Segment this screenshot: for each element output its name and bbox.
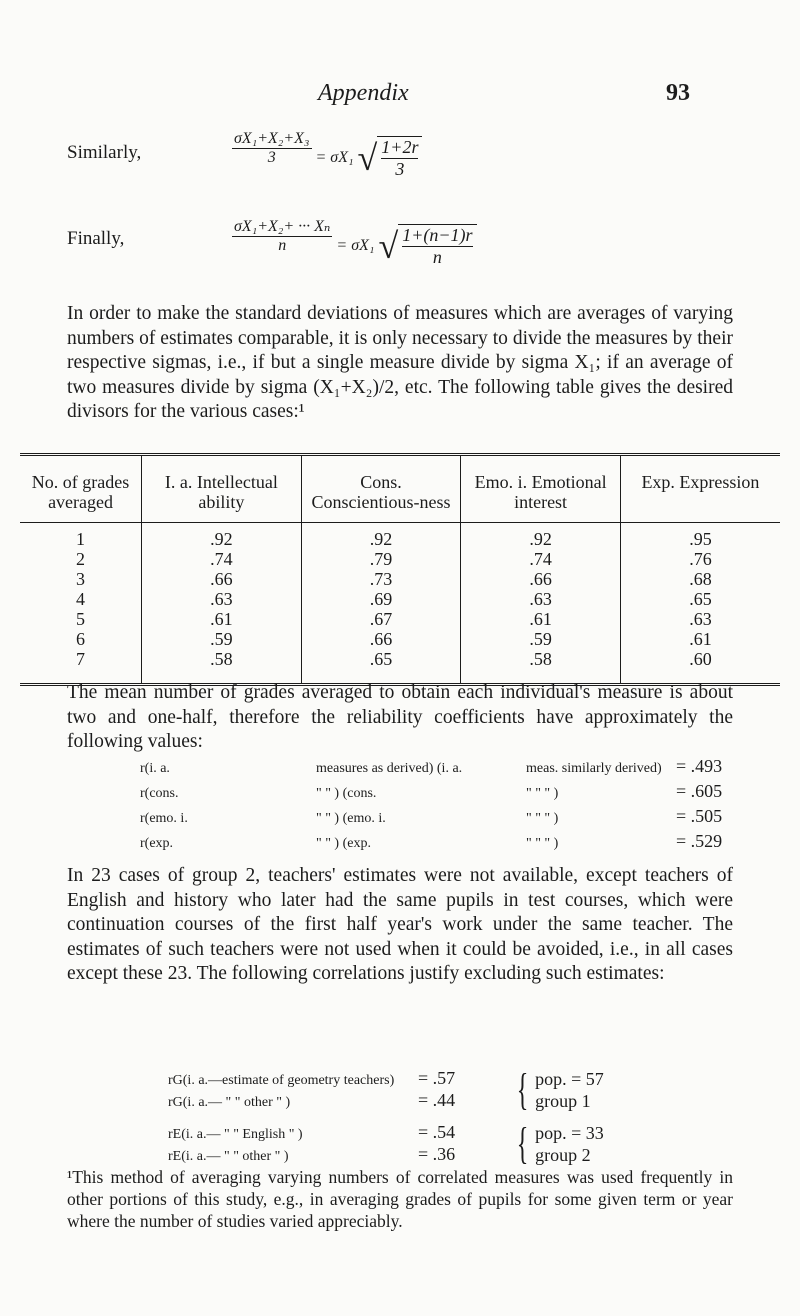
correlation-group-2 bbox=[168, 1119, 728, 1168]
col-header-cons: Cons. Conscientious-ness bbox=[301, 455, 461, 523]
finally-rhs: = σX₁ bbox=[336, 237, 375, 254]
page-number: 93 bbox=[666, 80, 690, 106]
brace-icon: { bbox=[516, 1065, 529, 1114]
list-item: r(cons. " " ) (cons. " " " ) = .605 bbox=[140, 781, 723, 801]
footnote: ¹This method of averaging varying numbers of correlated measures was used frequently in other portions of this study, e.g., in averaging grades of pupils for some given term or year where the number of studies varied appreciably. bbox=[67, 1167, 733, 1231]
group-pop: pop. = 57 bbox=[535, 1069, 604, 1089]
reliability-list bbox=[140, 756, 740, 856]
intro-paragraph: In order to make the standard deviations of measures which are averages of varying numbers of estimates comparable, it is only necessary to divide the measures by their respective sigmas, i.e., if but a single measure divide by sigma X₁; if an average of two measures divide by sigma (X₁+X₂)/2, etc. The following table gives the desired divisors for the various cases:¹ bbox=[67, 303, 733, 422]
running-head bbox=[0, 80, 800, 116]
group-pop: pop. = 33 bbox=[535, 1123, 604, 1143]
exclusion-paragraph: In 23 cases of group 2, teachers' estimates were not available, except teachers of English and history who later had the same pupils in test courses, which were continuation courses of the first half year's work under the same teacher. The estimates of such teachers were not used when it could be avoided, i.e., in all cases except these 23. The following correlations justify excluding such estimates: bbox=[67, 865, 733, 984]
table-row: 2 .74 .79 .74 .76 bbox=[20, 549, 780, 569]
correlation-group-1 bbox=[168, 1065, 728, 1114]
col-header-exp: Exp. Expression bbox=[620, 455, 780, 523]
group-label: group 2 bbox=[535, 1145, 591, 1165]
col-header-ia: I. a. Intellectual ability bbox=[142, 455, 302, 523]
table-row: 7 .58 .65 .58 .60 bbox=[20, 649, 780, 685]
list-item: rG(i. a.—estimate of geometry teachers) = .57 bbox=[168, 1068, 456, 1088]
correlations bbox=[168, 1065, 728, 1176]
col-header-emo: Emo. i. Emotional interest bbox=[461, 455, 621, 523]
running-title: Appendix bbox=[318, 80, 409, 106]
finally-label: Finally, bbox=[67, 228, 125, 249]
list-item: r(emo. i. " " ) (emo. i. " " " ) = .505 bbox=[140, 806, 723, 826]
similarly-lhs: $\frac{\text{σX₁+X₂+X₃}}{3}$ bbox=[234, 130, 310, 166]
table-row: 6 .59 .66 .59 .61 bbox=[20, 629, 780, 649]
table-row: 3 .66 .73 .66 .68 bbox=[20, 569, 780, 589]
finally-lhs: $\frac{\text{σX₁+X₂+ ··· Xₙ}}{n}$ bbox=[234, 218, 331, 254]
similarly-rhs: = σX₁ bbox=[315, 149, 354, 166]
col-header-grades: No. of grades averaged bbox=[20, 455, 142, 523]
list-item: rE(i. a.— " " other " ) = .36 bbox=[168, 1144, 456, 1164]
finally-radical: √ $\frac{1+(n-1)r}{n}$ bbox=[378, 224, 476, 268]
table-row: 5 .61 .67 .61 .63 bbox=[20, 609, 780, 629]
table-row: 1 .92 .92 .92 .95 bbox=[20, 523, 780, 550]
similarly-formula bbox=[232, 130, 422, 180]
similarly-radical: √ $\frac{1+2r}{3}$ bbox=[358, 136, 423, 180]
table-row: 4 .63 .69 .63 .65 bbox=[20, 589, 780, 609]
similarly-label: Similarly, bbox=[67, 142, 142, 163]
group-label: group 1 bbox=[535, 1091, 591, 1111]
reliability-paragraph: The mean number of grades averaged to obtain each individual's measure is about two and one-half, therefore the reliability coefficients have approximately the following values: bbox=[67, 682, 733, 752]
list-item: rG(i. a.— " " other " ) = .44 bbox=[168, 1090, 456, 1110]
finally-formula bbox=[232, 216, 477, 268]
list-item: r(i. a. measures as derived) (i. a. meas. similarly derived) = .493 bbox=[140, 756, 723, 776]
list-item: r(exp. " " ) (exp. " " " ) = .529 bbox=[140, 831, 723, 851]
list-item: rE(i. a.— " " English " ) = .54 bbox=[168, 1122, 456, 1142]
brace-icon: { bbox=[516, 1119, 529, 1168]
divisors-table bbox=[20, 453, 780, 686]
table-header-row bbox=[20, 455, 780, 523]
